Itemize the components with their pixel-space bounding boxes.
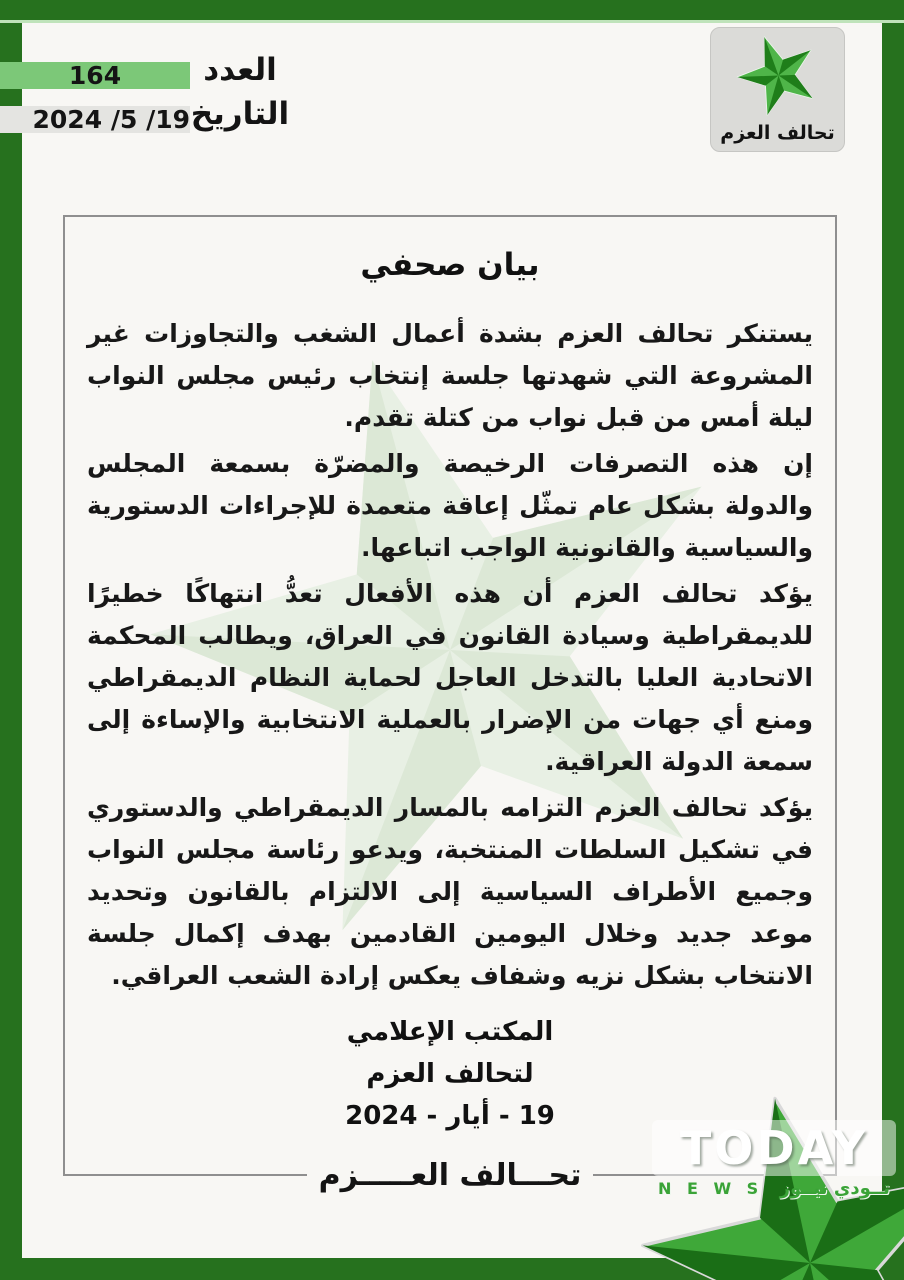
date-value-highlight: [0, 106, 190, 133]
statement-paragraph: إن هذه التصرفات الرخيصة والمضرّة بسمعة المجلس والدولة بشكل عام تمثّل إعاقة متعمدة للإجراءات الدستورية والسياسية والقانونية الواجب اتباعها.: [87, 449, 813, 562]
statement-body: [87, 313, 813, 997]
footer-rule-left: [63, 1174, 307, 1176]
statement-paragraph: يؤكد تحالف العزم أن هذه الأفعال تعدُّ انتهاكًا خطيرًا للديمقراطية وسيادة القانون في العراق، ويطالب المحكمة الاتحادية العليا بالتدخل العاجل لحماية النظام الديمقراطي ومنع أي جهات من الإضرار بالعملية الانتخابية والإساءة إلى سمعة الدولة العراقية.: [87, 579, 813, 776]
today-news-label: N E W S: [658, 1179, 764, 1198]
statement-paragraph: يستنكر تحالف العزم بشدة أعمال الشغب والتجاوزات غير المشروعة التي شهدتها جلسة إنتخاب رئيس مجلس النواب ليلة أمس من قبل نواب من كتلة تقدم.: [87, 319, 813, 432]
today-watermark-sub: [658, 1178, 890, 1199]
statement-title: بيان صحفي: [360, 247, 540, 283]
today-news-arabic: تــودي نيــوز: [779, 1178, 890, 1199]
signature-org: لتحالف العزم: [366, 1059, 534, 1089]
issue-value-highlight: [0, 62, 190, 89]
signature-office: المكتب الإعلامي: [346, 1017, 554, 1047]
org-logo-name: تحالف العزم: [720, 122, 835, 144]
date-label: التاريخ: [190, 96, 290, 132]
azm-star-icon: [731, 28, 826, 123]
footer-signature: تحـــالف العـــــزم: [318, 1157, 582, 1193]
signature-date: 19 - أيار - 2024: [345, 1101, 555, 1131]
today-watermark: [652, 1120, 896, 1176]
org-logo-card: [710, 27, 845, 152]
date-value: 19/ 5/ 2024: [32, 105, 190, 134]
today-brand: TODAY: [679, 1121, 869, 1175]
issue-value: 164: [68, 61, 122, 90]
statement-paragraph: يؤكد تحالف العزم التزامه بالمسار الديمقراطي والدستوري في تشكيل السلطات المنتخبة، ويدعو رئاسة مجلس النواب وجميع الأطراف السياسية إلى الالتزام بالقانون وتحديد موعد جديد وخلال اليومين القادمين بهدف إكمال جلسة الانتخاب بشكل نزيه وشفاف يعكس إرادة الشعب العراقي.: [87, 793, 813, 990]
issue-label: العدد: [203, 52, 277, 88]
